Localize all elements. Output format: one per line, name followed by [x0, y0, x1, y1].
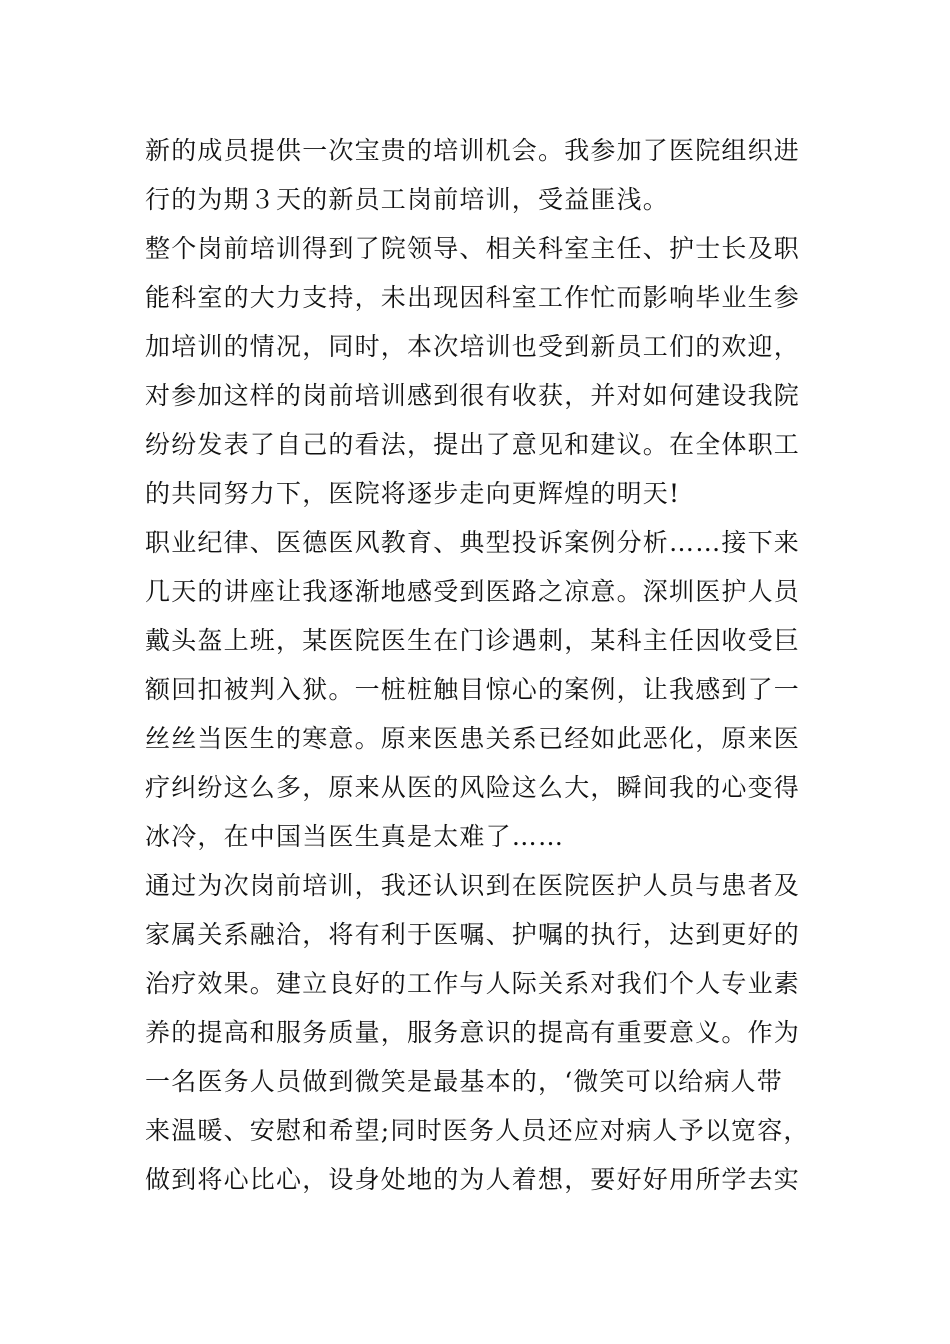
- text-line: 额回扣被判入狱。一桩桩触目惊心的案例，让我感到了一: [145, 675, 801, 704]
- text-line: 加培训的情况，同时，本次培训也受到新员工们的欢迎，: [145, 332, 801, 361]
- paragraph-doctor-patient-relations: [145, 861, 815, 1204]
- text-line: 能科室的大力支持，未出现因科室工作忙而影响毕业生参: [145, 283, 801, 312]
- text-line: 整个岗前培训得到了院领导、相关科室主任、护士长及职: [145, 234, 801, 263]
- text-line: 通过为次岗前培训，我还认识到在医院医护人员与患者及: [145, 871, 801, 900]
- text-line: 行的为期３天的新员工岗前培训，受益匪浅。: [145, 185, 670, 214]
- paragraph-training-opportunity: [145, 126, 815, 224]
- text-line: 丝丝当医生的寒意。原来医患关系已经如此恶化，原来医: [145, 724, 801, 753]
- text-line: 纷纷发表了自己的看法，提出了意见和建议。在全体职工: [145, 430, 801, 459]
- text-line: 疗纠纷这么多，原来从医的风险这么大，瞬间我的心变得: [145, 773, 801, 802]
- text-line: 来温暖、安慰和希望;同时医务人员还应对病人予以宽容，: [145, 1116, 810, 1145]
- text-line: 家属关系融洽，将有利于医嘱、护嘱的执行，达到更好的: [145, 920, 801, 949]
- text-line: 对参加这样的岗前培训感到很有收获，并对如何建设我院: [145, 381, 801, 410]
- text-line: 几天的讲座让我逐渐地感受到医路之凉意。深圳医护人员: [145, 577, 801, 606]
- text-line: 一名医务人员做到微笑是最基本的，‘微笑可以给病人带: [145, 1067, 783, 1096]
- text-line: 做到将心比心，设身处地的为人着想，要好好用所学去实: [145, 1165, 801, 1194]
- text-line: 新的成员提供一次宝贵的培训机会。我参加了医院组织进: [145, 136, 801, 165]
- text-line: 戴头盔上班，某医院医生在门诊遇刺，某科主任因收受巨: [145, 626, 801, 655]
- document-body: [145, 126, 815, 1204]
- text-line: 养的提高和服务质量，服务意识的提高有重要意义。作为: [145, 1018, 801, 1047]
- text-line: 治疗效果。建立良好的工作与人际关系对我们个人专业素: [145, 969, 801, 998]
- text-line: 的共同努力下，医院将逐步走向更辉煌的明天!: [145, 479, 681, 508]
- paragraph-case-analysis: [145, 518, 815, 861]
- text-line: 职业纪律、医德医风教育、典型投诉案例分析……接下来: [145, 528, 801, 557]
- paragraph-training-support: [145, 224, 815, 518]
- text-line: 冰冷，在中国当医生真是太难了……: [145, 822, 565, 851]
